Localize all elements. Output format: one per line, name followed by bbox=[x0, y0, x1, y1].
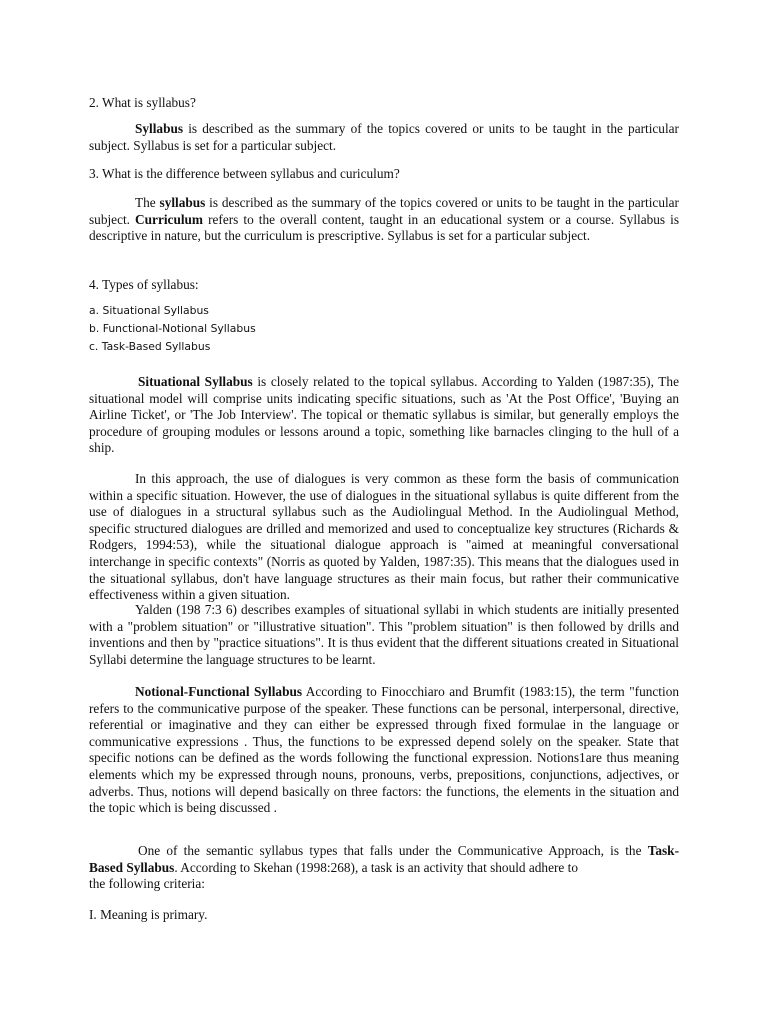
q3-mid-text: is described as the summary of the topics covered or units to be taught in the particular subject. bbox=[89, 195, 679, 227]
situational-syllabus-paragraph bbox=[89, 374, 679, 457]
syllabus-type-item: c. Task-Based Syllabus bbox=[89, 340, 211, 353]
syllabus-term: Syllabus bbox=[135, 121, 184, 136]
task-based-line-2 bbox=[89, 860, 679, 877]
situational-syllabus-term: Situational Syllabus bbox=[138, 374, 253, 389]
situational-syllabus-text: is closely related to the topical syllabus. According to Yalden (1987:35), The situational model will comprise units indicating specific situations, such as 'At the Post Office', 'Buying an Airline Ticket', or 'The Job Interview'. The topical or thematic syllabus is similar, but generally employs the procedure of grouping modules or lessons around a topic, something like barnacles clinging to the hull of a ship. bbox=[89, 374, 679, 456]
dialogues-paragraph: In this approach, the use of dialogues is very common as these form the basis of communication within a specific situation. However, the use of dialogues in the situational syllabus is quite different from the use of dialogues in a structural syllabus such as the Audiolingual Method. In the Audiolingual Method, specific structured dialogues are drilled and memorized and used to conceptualize key structures (Richards & Rodgers, 1994:53), while the situational dialogue approach is "aimed at meaningful conversational interchange in specific contexts" (Norris as quoted by Yalden, 1987:35). This means that the dialogues used in the situational syllabus, don't have language structures as their main focus, but rather their communicative effectiveness within a given situation. bbox=[89, 471, 679, 603]
syllabus-type-item: a. Situational Syllabus bbox=[89, 304, 209, 317]
question-2-heading: 2. What is syllabus? bbox=[89, 95, 196, 110]
notional-functional-term: Notional-Functional Syllabus bbox=[135, 684, 303, 699]
task-based-term-part-2: Based Syllabus bbox=[89, 859, 175, 875]
task-based-paragraph bbox=[89, 843, 679, 893]
task-based-line-1-text: One of the semantic syllabus types that falls under the Communicative Approach, is the bbox=[138, 843, 648, 858]
yalden-paragraph: Yalden (198 7:3 6) describes examples of situational syllabi in which students are initially presented with a "problem situation" or "illustrative situation". This "problem situation" is then followed by drills and inventions and then by "practice situations". It is thus evident that the different situations created in Situational Syllabi determine the language structures to be learnt. bbox=[89, 602, 679, 667]
q3-pre-text: The bbox=[135, 195, 160, 210]
syllabus-definition-paragraph bbox=[89, 121, 679, 154]
syllabus-term-2: syllabus bbox=[159, 195, 206, 210]
syllabus-vs-curriculum-paragraph bbox=[89, 195, 679, 245]
task-based-term-part-1: Task- bbox=[647, 843, 679, 858]
task-based-line-3: the following criteria: bbox=[89, 876, 205, 892]
q3-post-text: refers to the overall content, taught in an educational system or a course. Syllabus is descriptive in nature, but the curriculum is prescriptive. Syllabus is set for a particular subject. bbox=[89, 211, 680, 244]
question-3-heading: 3. What is the difference between syllabus and curiculum? bbox=[89, 166, 400, 181]
criterion-item: I. Meaning is primary. bbox=[89, 907, 208, 922]
task-based-line-2-text: . According to Skehan (1998:268), a task is an activity that should adhere to bbox=[174, 859, 578, 875]
notional-functional-text: According to Finocchiaro and Brumfit (1983:15), the term "function refers to the communicative purpose of the speaker. These functions can be personal, interpersonal, directive, referential or imaginative and they can either be expressed through fixed formulae in the language or communicative expressions . Thus, the functions to be expressed depend solely on the speaker. State that specific notions can be defined as the words following the functional expression. Notions1are thus meaning elements which my be expressed through nouns, pronouns, verbs, prepositions, conjunctions, adjectives, or adverbs. Thus, notions will depend basically on three factors: the functions, the elements in the situation and the topic which is being discussed . bbox=[89, 684, 679, 816]
syllabus-definition-text: is described as the summary of the topics covered or units to be taught in the particular subject. Syllabus is set for a particular subject. bbox=[89, 121, 679, 153]
syllabus-type-item: b. Functional-Notional Syllabus bbox=[89, 322, 256, 335]
curriculum-term: Curriculum bbox=[135, 211, 204, 227]
task-based-line-1 bbox=[89, 843, 679, 860]
syllabus-types-list bbox=[89, 302, 679, 356]
notional-functional-paragraph bbox=[89, 684, 679, 817]
question-4-heading: 4. Types of syllabus: bbox=[89, 277, 199, 292]
